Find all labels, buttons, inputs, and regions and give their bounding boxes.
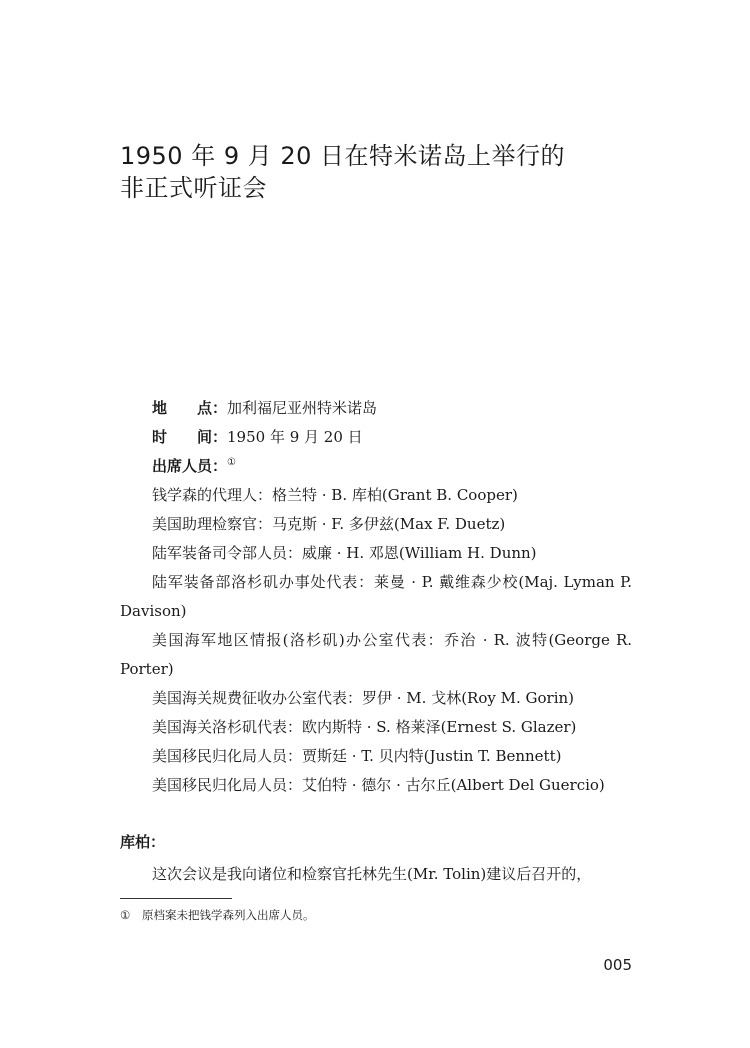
page-number: 005 — [603, 956, 632, 974]
attendee-item: 美国海军地区情报(洛杉矶)办公室代表：乔治 · R. 波特(George R. Porter) — [120, 631, 632, 678]
attendee-item: 陆军装备部洛杉矶办事处代表：莱曼 · P. 戴维森少校(Maj. Lyman P. Davison) — [120, 573, 632, 620]
footnote-text: 原档案未把钱学森列入出席人员。 — [142, 908, 315, 922]
hearing-details — [120, 394, 632, 800]
attendee-item: 美国移民归化局人员：艾伯特 · 德尔 · 古尔丘(Albert Del Guercio) — [152, 776, 605, 794]
attendee-item: 美国助理检察官：马克斯 · F. 多伊兹(Max F. Duetz) — [152, 515, 506, 533]
place-value: 加利福尼亚州特米诺岛 — [227, 399, 378, 417]
document-title — [120, 140, 565, 204]
attendees-label: 出席人员： — [152, 457, 228, 475]
attendee-item: 陆军装备司令部人员：威廉 · H. 邓恩(William H. Dunn) — [152, 544, 537, 562]
time-value: 1950 年 9 月 20 日 — [227, 428, 363, 446]
footnote-divider — [120, 898, 232, 899]
attendee-item: 钱学森的代理人：格兰特 · B. 库柏(Grant B. Cooper) — [152, 486, 518, 504]
place-label: 地 点： — [152, 399, 228, 417]
speaker-label: 库柏： — [120, 833, 166, 851]
time-label: 时 间： — [152, 428, 228, 446]
attendee-item: 美国海关洛杉矶代表：欧内斯特 · S. 格莱泽(Ernest S. Glazer) — [152, 718, 577, 736]
attendees-row — [120, 452, 632, 481]
title-line-1: 1950 年 9 月 20 日在特米诺岛上举行的 — [120, 142, 566, 170]
time-row — [120, 423, 632, 452]
footnote — [120, 906, 315, 924]
footnote-reference[interactable]: ① — [227, 457, 236, 468]
speech-paragraph: 这次会议是我向诸位和检察官托林先生(Mr. Tolin)建议后召开的， — [152, 865, 592, 883]
attendee-item: 美国移民归化局人员：贾斯廷 · T. 贝内特(Justin T. Bennett) — [152, 747, 562, 765]
place-row — [120, 394, 632, 423]
title-line-2: 非正式听证会 — [120, 174, 267, 202]
footnote-mark: ① — [120, 908, 131, 922]
attendee-item: 美国海关规费征收办公室代表：罗伊 · M. 戈林(Roy M. Gorin) — [152, 689, 575, 707]
